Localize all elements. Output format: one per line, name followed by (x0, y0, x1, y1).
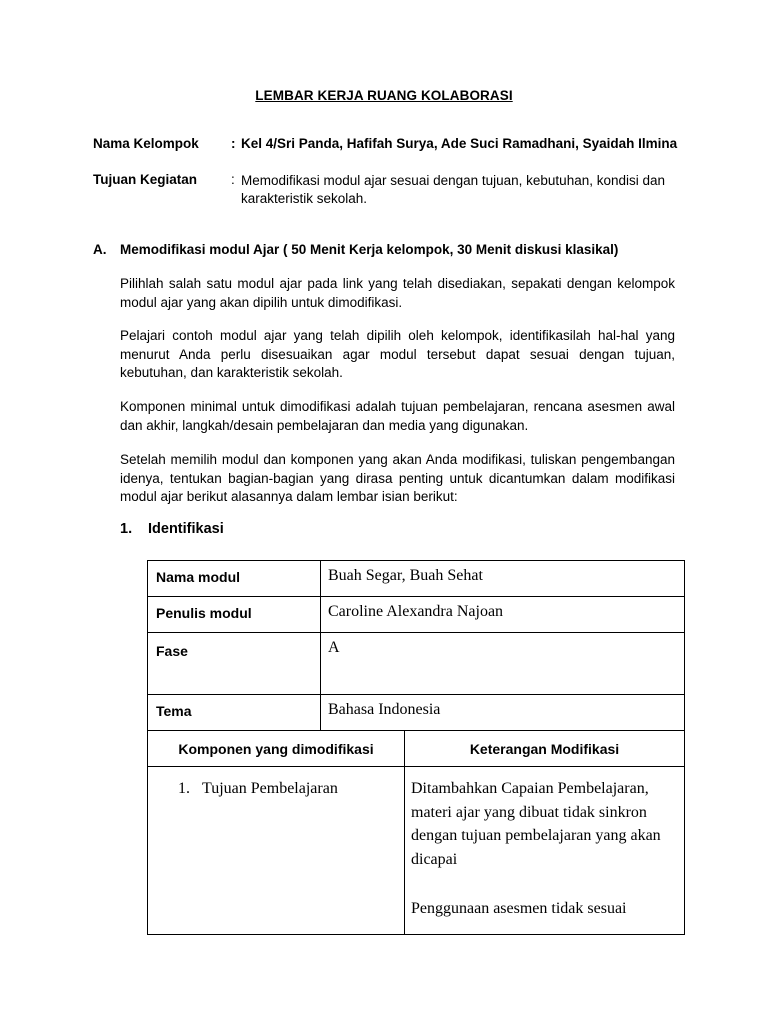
table-header-row (148, 731, 685, 767)
nama-modul-label: Nama modul (148, 561, 321, 597)
paragraph: Pelajari contoh modul ajar yang telah dipilih oleh kelompok, identifikasilah hal-hal yang menurut Anda perlu disesuaikan agar modul tersebut dapat sesuai dengan tujuan, kebutuhan, dan karakteristik sekolah. (120, 328, 675, 380)
nama-modul-value: Buah Segar, Buah Sehat (321, 561, 685, 597)
table-row (148, 633, 685, 695)
paragraph: Komponen minimal untuk dimodifikasi adalah tujuan pembelajaran, rencana asesmen awal dan akhir, langkah/desain pembelajaran dan media yang digunakan. (120, 399, 675, 433)
komponen-cell (148, 767, 405, 935)
penulis-modul-value: Caroline Alexandra Najoan (321, 597, 685, 633)
table-row (148, 597, 685, 633)
paragraph: Setelah memilih modul dan komponen yang akan Anda modifikasi, tuliskan pengembangan idenya, tentukan bagian-bagian yang dirasa penting untuk dicantumkan dalam modifikasi modul ajar berikut alasannya dalam lembar isian berikut: (120, 452, 675, 504)
identifikasi-title: Identifikasi (148, 521, 224, 537)
tujuan-kegiatan-value: Memodifikasi modul ajar sesuai dengan tujuan, kebutuhan, kondisi dan karakteristik sekolah. (241, 173, 666, 206)
tujuan-kegiatan-label: Tujuan Kegiatan (93, 172, 198, 187)
tema-value: Bahasa Indonesia (321, 695, 685, 731)
section-a-title: Memodifikasi modul Ajar ( 50 Menit Kerja kelompok, 30 Menit diskusi klasikal) (120, 242, 619, 257)
penulis-modul-label: Penulis modul (148, 597, 321, 633)
keterangan-text: Penggunaan asesmen tidak sesuai (411, 900, 627, 917)
nama-kelompok-label: Nama Kelompok (93, 136, 199, 151)
keterangan-column-header: Keterangan Modifikasi (405, 731, 685, 767)
tujuan-kegiatan-colon: : (231, 172, 235, 187)
komponen-name: Tujuan Pembelajaran (202, 780, 338, 797)
nama-kelompok-value: Kel 4/Sri Panda, Hafifah Surya, Ade Suci Ramadhani, Syaidah Ilmina (241, 136, 678, 151)
komponen-number: 1. (178, 780, 190, 797)
nama-kelompok-colon: : (231, 136, 236, 151)
fase-label: Fase (148, 633, 321, 695)
tema-label: Tema (148, 695, 321, 731)
keterangan-text: Ditambahkan Capaian Pembelajaran, materi ajar yang dibuat tidak sinkron dengan tujuan pembelajaran yang akan dicapai (411, 780, 661, 868)
komponen-column-header: Komponen yang dimodifikasi (148, 731, 405, 767)
section-a-letter: A. (93, 242, 107, 257)
paragraph: Pilihlah salah satu modul ajar pada link yang telah disediakan, sepakati dengan kelompok modul ajar yang akan dipilih untuk dimodifikasi. (120, 276, 675, 310)
table-row (148, 767, 685, 935)
page-title: LEMBAR KERJA RUANG KOLABORASI (255, 88, 513, 103)
table-row (148, 561, 685, 597)
keterangan-cell (405, 767, 685, 935)
table-row (148, 695, 685, 731)
identifikasi-table (147, 560, 685, 935)
fase-value: A (321, 633, 685, 695)
identifikasi-number: 1. (120, 521, 133, 537)
